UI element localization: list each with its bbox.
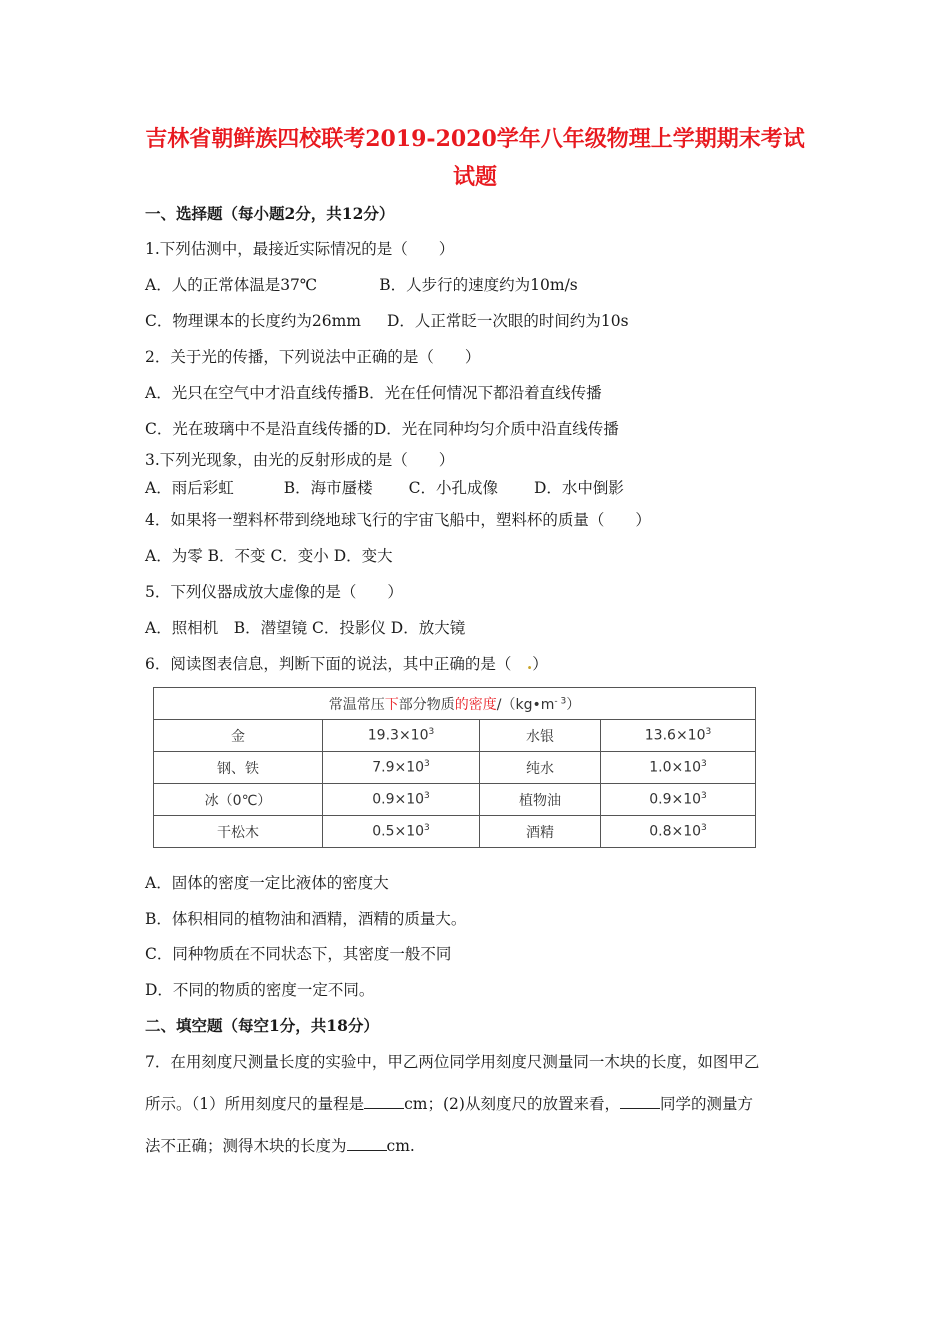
answer-blank[interactable] [364,1094,404,1109]
option-d: D．人正常眨一次眼的时间约为10s [386,312,629,330]
question-2-stem: 2．关于光的传播，下列说法中正确的是（ ） [145,348,481,366]
table-row [154,752,756,784]
question-1-options-cd [145,309,629,331]
question-5-options: A．照相机 B．潜望镜 C．投影仪 D．放大镜 [145,619,466,637]
substance-cell: 钢、铁 [154,752,323,784]
answer-blank[interactable] [347,1136,387,1151]
question-6-option-a: A．固体的密度一定比液体的密度大 [145,874,389,892]
density-cell: $13.6\times 10^3$ [601,720,756,752]
option-a: A．雨后彩虹 [145,479,234,497]
question-2-options-cd: C．光在玻璃中不是沿直线传播的D．光在同种均匀介质中沿直线传播 [145,420,619,438]
answer-blank[interactable] [620,1094,660,1109]
table-row [154,816,756,848]
question-2-options-ab: A．光只在空气中才沿直线传播B．光在任何情况下都沿着直线传播 [145,384,602,402]
option-c: C．小孔成像 [408,479,498,497]
substance-cell: 金 [154,720,323,752]
section-heading-choice: 一、选择题（每小题2分，共12分） [145,204,395,223]
question-7-line-3: 法不正确；测得木块的长度为 cm. [145,1137,415,1155]
question-4-stem: 4．如果将一塑料杯带到绕地球飞行的宇宙飞船中，塑料杯的质量（ ） [145,511,651,529]
question-1-options-ab [145,273,578,295]
option-b: B．人步行的速度约为10m/s [379,276,578,294]
question-4-options: A．为零 B．不变 C．变小 D．变大 [145,547,393,565]
question-7-line-1: 7．在用刻度尺测量长度的实验中，甲乙两位同学用刻度尺测量同一木块的长度，如图甲乙 [145,1053,760,1071]
question-7-line-2: 所示。（1）所用刻度尺的量程是 cm；(2)从刻度尺的放置来看， 同学的测量方 [145,1095,753,1113]
page-title: 吉林省朝鲜族四校联考2019-2020学年八年级物理上学期期末考试 [145,126,805,152]
option-b: B．海市蜃楼 [283,479,373,497]
substance-cell: 纯水 [480,752,601,784]
substance-cell: 水银 [480,720,601,752]
substance-cell: 酒精 [480,816,601,848]
question-5-stem: 5．下列仪器成放大虚像的是（ ） [145,583,403,601]
question-3-stem: 3.下列光现象，由光的反射形成的是（ ） [145,451,455,469]
option-c: C．物理课本的长度约为26mm [145,312,361,330]
section-heading-fill: 二、填空题（每空1分，共18分） [145,1016,379,1035]
substance-cell: 植物油 [480,784,601,816]
question-6-option-d: D．不同的物质的密度一定不同。 [145,981,375,999]
question-6-option-b: B．体积相同的植物油和酒精，酒精的质量大。 [145,910,467,928]
question-6-option-c: C．同种物质在不同状态下，其密度一般不同 [145,945,452,963]
density-cell: $0.8\times 10^3$ [601,816,756,848]
option-a: A．人的正常体温是37℃ [145,276,318,294]
substance-cell: 干松木 [154,816,323,848]
density-cell: $0.9\times 10^3$ [601,784,756,816]
density-cell: $19.3\times 10^3$ [323,720,480,752]
density-table [153,687,756,848]
density-cell: $0.5\times 10^3$ [323,816,480,848]
question-3-options [145,476,624,498]
page-title-continued: 试题 [452,164,497,190]
table-caption: 常温常压下部分物质的密度$/(kg•m^{- 3})$ [154,688,756,720]
substance-cell: 冰（0℃） [154,784,323,816]
density-cell: $0.9\times 10^3$ [323,784,480,816]
table-row [154,784,756,816]
question-6-stem: 6．阅读图表信息，判断下面的说法，其中正确的是（ .） [145,654,548,673]
table-row [154,720,756,752]
density-cell: $7.9\times 10^3$ [323,752,480,784]
option-d: D．水中倒影 [533,479,624,497]
density-cell: $1.0\times 10^3$ [601,752,756,784]
question-1-stem: 1.下列估测中，最接近实际情况的是（ ） [145,240,455,258]
